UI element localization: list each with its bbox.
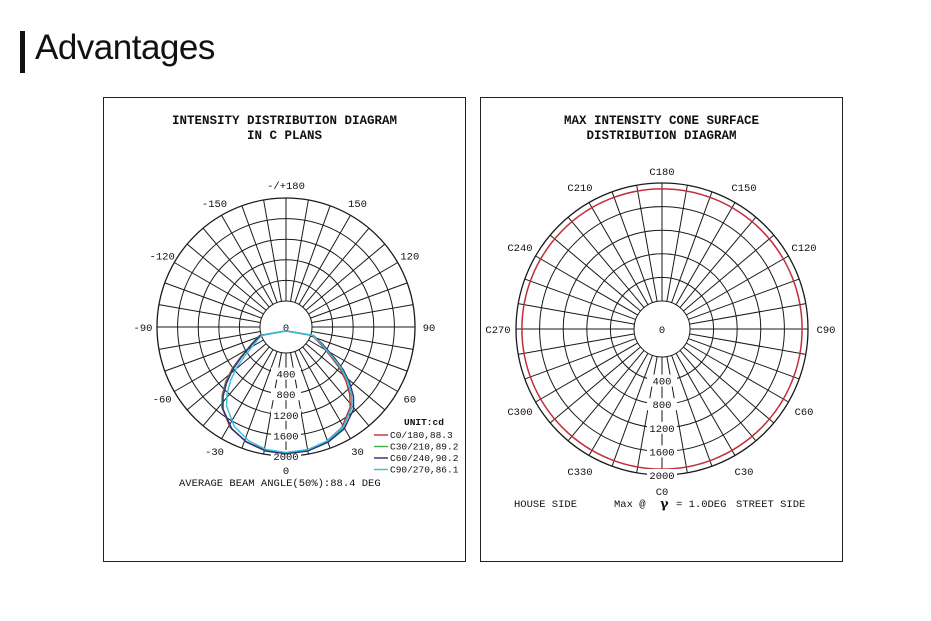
footer-max-prefix: Max @ <box>614 499 646 511</box>
right-diagram-title-line1: MAX INTENSITY CONE SURFACE <box>563 114 760 128</box>
right-grid-spoke <box>688 279 799 319</box>
left-grid-spoke <box>295 206 330 303</box>
right-angle-label: C270 <box>485 325 511 337</box>
right-radial-label: 2000 <box>649 471 675 483</box>
right-angle-label: C210 <box>567 182 593 195</box>
right-grid-spoke <box>525 339 636 379</box>
left-grid-spoke <box>159 305 260 323</box>
right-grid-spoke <box>690 304 806 324</box>
left-angle-label: 60 <box>403 394 417 407</box>
right-grid-spoke <box>568 217 644 307</box>
left-footer-beam-angle: AVERAGE BEAM ANGLE(50%):88.4 DEG <box>179 478 381 490</box>
legend-entry-label: C60/240,90.2 <box>390 453 459 464</box>
left-grid-spoke <box>165 283 262 318</box>
footer-street-side: STREET SIDE <box>736 499 806 511</box>
right-grid-spoke <box>690 334 806 354</box>
title-accent-bar <box>20 31 25 73</box>
left-angle-label: -90 <box>133 323 153 335</box>
right-grid-spoke <box>680 350 756 440</box>
left-grid-spoke <box>312 305 413 323</box>
left-angle-label: -150 <box>201 199 228 212</box>
right-radial-label: 800 <box>652 400 672 413</box>
left-grid-spoke <box>159 332 260 350</box>
intensity-distribution-panel <box>103 97 466 562</box>
left-angle-label: -120 <box>149 251 175 264</box>
cone-surface-polar-chart <box>481 98 842 561</box>
right-angle-label: C90 <box>816 325 836 337</box>
right-grid-spoke <box>683 347 773 423</box>
legend-unit-title: UNIT:cd <box>404 417 444 428</box>
right-grid-spoke <box>688 339 799 379</box>
intensity-polar-chart <box>104 98 465 561</box>
legend-entry-label: C30/210,89.2 <box>390 441 459 453</box>
left-radial-label: 400 <box>276 369 296 382</box>
left-radial-label: 800 <box>276 390 296 403</box>
legend-entry-label: C90/270,86.1 <box>390 464 459 476</box>
right-radial-label: 1200 <box>649 423 675 436</box>
right-grid-spoke <box>672 192 712 303</box>
page-title: Advantages <box>35 28 215 67</box>
left-angle-label: -30 <box>205 446 224 459</box>
right-grid-spoke <box>525 279 636 319</box>
left-grid-spoke <box>242 206 277 303</box>
left-grid-spoke <box>312 332 413 350</box>
right-angle-label: C30 <box>734 467 754 480</box>
left-angle-label: 30 <box>351 446 364 459</box>
right-grid-spoke <box>680 217 756 307</box>
left-angle-label: -60 <box>152 394 172 407</box>
right-radial-label: 400 <box>652 376 672 389</box>
left-radial-label: 0 <box>282 323 290 335</box>
left-radial-label: 1200 <box>273 410 299 423</box>
right-angle-label: C0 <box>655 487 669 499</box>
right-angle-label: C240 <box>507 243 533 255</box>
left-angle-label: -/+180 <box>267 181 305 193</box>
right-radial-label: 0 <box>658 325 666 337</box>
cone-surface-panel <box>480 97 843 562</box>
right-grid-spoke <box>637 185 657 301</box>
footer-max-suffix: = 1.0DEG <box>676 499 727 511</box>
right-grid-spoke <box>672 355 712 466</box>
footer-gamma-symbol: γ <box>660 497 669 512</box>
right-angle-label: C150 <box>731 182 757 195</box>
right-grid-spoke <box>518 334 634 354</box>
left-radial-label: 2000 <box>273 452 299 464</box>
left-grid-spoke <box>310 336 407 371</box>
right-grid-spoke <box>550 235 640 311</box>
right-grid-spoke <box>550 347 640 423</box>
legend-entry-label: C0/180,88.3 <box>390 430 453 441</box>
right-grid-spoke <box>667 185 687 301</box>
right-angle-label: C300 <box>507 407 533 419</box>
left-angle-label: 120 <box>400 251 420 264</box>
right-angle-label: C180 <box>649 167 675 179</box>
right-angle-label: C60 <box>794 407 814 419</box>
left-grid-spoke <box>310 283 407 318</box>
left-grid-spoke <box>291 200 309 301</box>
right-diagram-title-line2: DISTRIBUTION DIAGRAM <box>586 129 737 143</box>
right-radial-label: 1600 <box>649 447 675 460</box>
left-angle-label: 90 <box>422 323 436 335</box>
right-angle-label: C120 <box>791 243 817 255</box>
right-grid-spoke <box>518 304 634 324</box>
left-angle-label: 150 <box>348 199 367 212</box>
footer-house-side: HOUSE SIDE <box>514 499 578 511</box>
right-grid-spoke <box>683 235 773 311</box>
left-radial-label: 1600 <box>273 431 299 444</box>
right-grid-spoke <box>612 192 652 303</box>
right-grid-spoke <box>568 350 644 440</box>
right-grid-spoke <box>612 355 652 466</box>
left-angle-label: 0 <box>282 466 290 478</box>
left-grid-spoke <box>264 200 282 301</box>
left-diagram-title-line2: IN C PLANS <box>246 129 322 143</box>
left-diagram-title-line1: INTENSITY DISTRIBUTION DIAGRAM <box>171 114 398 128</box>
right-angle-label: C330 <box>567 467 593 480</box>
